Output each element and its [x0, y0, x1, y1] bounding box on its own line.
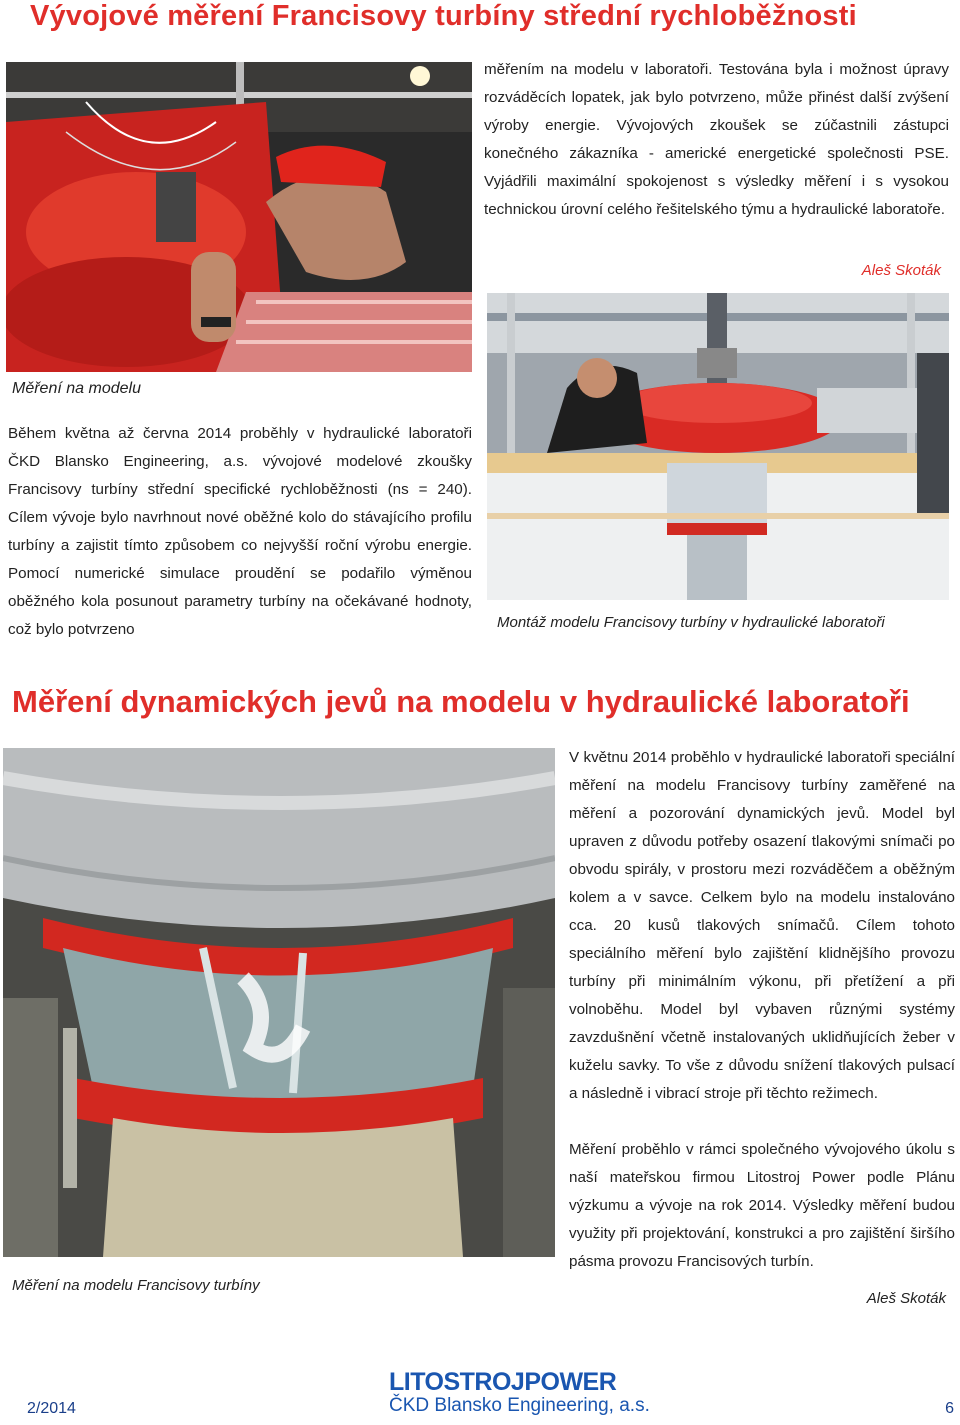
article1-subheading: Měření na modelu	[12, 380, 141, 397]
article2-photo-caption: Měření na modelu Francisovy turbíny	[12, 1277, 260, 1294]
article1-paragraph-left: Během května až června 2014 proběhly v hydraulické laboratoři ČKD Blansko Engineering, a.s. vývojové modelové zkoušky Francisovy turbíny střední specifické rychloběžnosti (ns = 240). Cílem vývoje bylo navrhnout nové oběžné kolo do stávajícího profilu turbíny a zajistit tímto způsobem co nejvyšší roční výrobu energie. Pomocí numerické simulace proudění se podařilo výměnou oběžného kola posunout parametry turbíny na očekávané hodnoty, což bylo potvrzeno	[8, 425, 472, 638]
company-logo	[389, 1368, 650, 1417]
issue-number: 2/2014	[27, 1400, 76, 1417]
logo-litostroj-power: LITOSTROJPOWER	[389, 1368, 617, 1396]
article1-photo-caption: Montáž modelu Francisovy turbíny v hydraulické laboratoři	[497, 614, 885, 631]
article2-paragraph-2: Měření proběhlo v rámci společného vývojového úkolu s naší mateřskou firmou Litostroj Power podle Plánu výzkumu a vývoje na rok 2014. Výsledky měření budou využity při projektování, konstrukci a pro zajištění širšího pásma provozu Francisových turbín.	[569, 1141, 955, 1270]
photo-francis-turbine-model	[3, 748, 555, 1257]
page-number: 6	[945, 1400, 954, 1417]
photo-turbine-assembly-lab	[487, 293, 949, 600]
article1-author: Aleš Skoták	[861, 262, 941, 279]
photo-engineer-at-turbine	[6, 62, 472, 372]
article2-author: Aleš Skoták	[866, 1290, 946, 1307]
article1-paragraph-right: měřením na modelu v laboratoři. Testována byla i možnost úpravy rozváděcích lopatek, jak bylo potvrzeno, může přinést další zvýšení výroby energie. Vývojových zkoušek se zúčastnili zástupci konečného zákazníka - americké energetické společnosti PSE. Vyjádřili maximální spokojenost s výsledky měření i s vysokou technickou úrovní celého řešitelského týmu a hydraulické laboratoře.	[484, 61, 949, 218]
article1-title: Vývojové měření Francisovy turbíny střední rychloběžnosti	[30, 0, 857, 32]
article2-paragraph-1: V květnu 2014 proběhlo v hydraulické laboratoři speciální měření na modelu Francisovy turbíny zaměřené na měření a pozorování dynamických jevů. Model byl upraven z důvodu potřeby osazení tlakovými snímači po obvodu spirály, v prostoru mezi rozváděčem a oběžným kolem a v savce. Celkem bylo na modelu instalováno cca. 20 kusů tlakových snímačů. Cílem tohoto speciálního měření bylo zajištění klidnějšího provozu turbíny při minimálním výkonu, při přetížení a při volnoběhu. Model byl vybaven různými systémy zavzdušnění včetně instalovaných uklidňujících žeber v kuželu savky. To vše z důvodu snížení tlakových pulsací a následně i vibrací stroje při těchto režimech.	[569, 749, 955, 1102]
logo-ckd-blansko: ČKD Blansko Engineering, a.s.	[389, 1395, 650, 1416]
article2-title: Měření dynamických jevů na modelu v hydraulické laboratoři	[12, 684, 910, 719]
